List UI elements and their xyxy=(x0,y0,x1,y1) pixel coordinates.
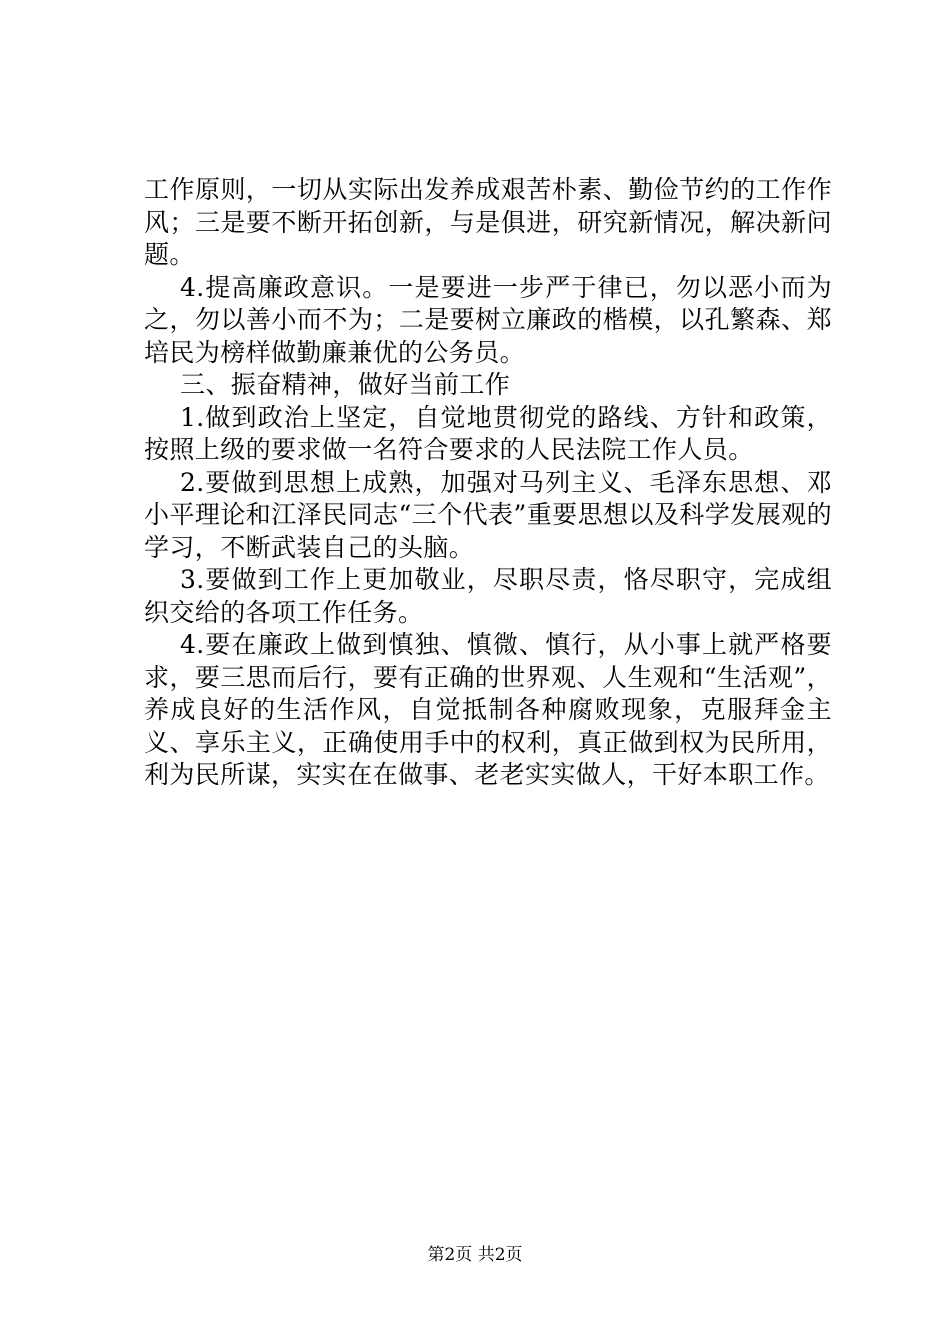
section-heading-three: 三、振奋精神，做好当前工作 xyxy=(180,370,511,399)
paragraph-point-3: 3.要做到工作上更加敬业，尽职尽责，恪尽职守，完成组织交给的各项工作任务。 xyxy=(144,565,832,627)
page-number-label: 第2页 共2页 xyxy=(427,1245,523,1265)
paragraph-continuation: 工作原则，一切从实际出发养成艰苦朴素、勤俭节约的工作作风；三是要不断开拓创新，与是俱进，研究新情况，解决新问题。 xyxy=(144,175,832,269)
paragraph-point-1: 1.做到政治上坚定，自觉地贯彻党的路线、方针和政策，按照上级的要求做一名符合要求的人民法院工作人员。 xyxy=(144,402,832,464)
page-footer xyxy=(0,1244,950,1266)
document-body xyxy=(144,174,832,792)
paragraph-point-2: 2.要做到思想上成熟，加强对马列主义、毛泽东思想、邓小平理论和江泽民同志“三个代表”重要思想以及科学发展观的学习，不断武装自己的头脑。 xyxy=(144,467,832,562)
paragraph-integrity-awareness: 4.提高廉政意识。一是要进一步严于律已，勿以恶小而为之，勿以善小而不为；二是要树立廉政的楷模，以孔繁森、郑培民为榜样做勤廉兼优的公务员。 xyxy=(144,272,832,367)
paragraph-point-4: 4.要在廉政上做到慎独、慎微、慎行，从小事上就严格要求，要三思而后行，要有正确的世界观、人生观和“生活观”，养成良好的生活作风，自觉抵制各种腐败现象，克服拜金主义、享乐主义，正确使用手中的权利，真正做到权为民所用，利为民所谋，实实在在做事、老老实实做人，干好本职工作。 xyxy=(144,630,832,789)
